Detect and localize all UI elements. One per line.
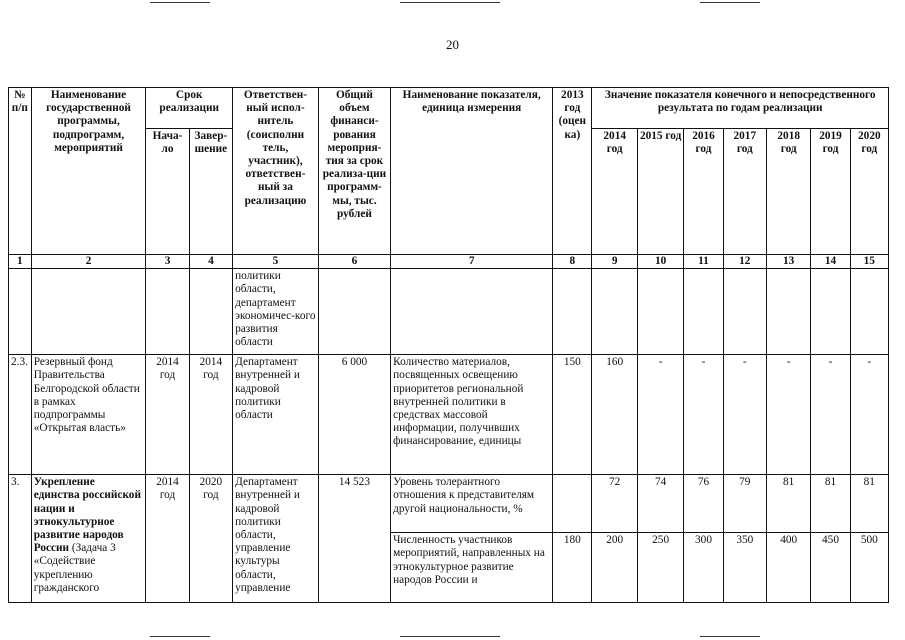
program-table [8,87,889,603]
row-2-3-value-2015: - [637,355,683,475]
header-year-2017: 2017 год [723,129,766,255]
row-3-program-title: Укрепление единства российской нации и этнокультурное развитие народов России [33,476,141,555]
row-2-3-financing: 6 000 [318,355,390,475]
row-2-3-value-2019: - [811,355,850,475]
column-number: 15 [850,255,888,269]
header-2013: 2013 год (оцен ка) [553,88,592,255]
row-3-program-note: (Задача 3 «Содействие укреплению гражданского [33,542,116,594]
header-year-2015: 2015 год [637,129,683,255]
row-3-participants-2017: 350 [723,533,766,603]
header-term: Срок реализации [146,88,233,129]
row-3-participants-2015: 250 [637,533,683,603]
column-number: 6 [318,255,390,269]
cell-empty [31,269,146,355]
header-end: Завер-шение [189,129,232,255]
column-number: 7 [391,255,553,269]
row-3-2013-tolerance [553,475,592,533]
row-2-3-indicator: Количество материалов, посвященных освещению приоритетов региональной внутренней политики в средствах массовой информации, получивших финансирование, единицы [391,355,553,475]
scan-mark [700,2,760,3]
header-responsible: Ответствен-ный испол-нитель (соисполни тель, участник), ответствен-ный за реализацию [233,88,319,255]
row-3-participants-2020: 500 [850,533,888,603]
header-program: Наименование государственной программы, подпрограмм, мероприятий [31,88,146,255]
header-financing: Общий объем финанси-рования мероприя-тия за срок реализа-ции программ-мы, тыс. рублей [318,88,390,255]
row-3-program [31,475,146,603]
column-number: 10 [637,255,683,269]
column-number-row [9,255,889,269]
row-2-3-2013: 150 [553,355,592,475]
row-3-tolerance-2020: 81 [850,475,888,533]
header-year-2014: 2014 год [592,129,637,255]
header-year-2019: 2019 год [811,129,850,255]
table-row-2-3 [9,355,889,475]
row-3-num: 3. [9,475,32,603]
cell-empty [684,269,723,355]
cell-empty [850,269,888,355]
header-row-top [9,88,889,129]
row-3-participants-2014: 200 [592,533,637,603]
header-num: № п/п [9,88,32,255]
row-3-start: 2014 год [146,475,189,603]
cell-empty [9,269,32,355]
row-2-3-value-2014: 160 [592,355,637,475]
column-number: 4 [189,255,232,269]
column-number: 8 [553,255,592,269]
cell-empty [637,269,683,355]
header-start: Нача-ло [146,129,189,255]
header-result-group: Значение показателя конечного и непосредственного результата по годам реализации [592,88,889,129]
header-indicator: Наименование показателя, единица измерения [391,88,553,255]
scan-mark [150,2,210,3]
cell-empty [553,269,592,355]
cell-empty [592,269,637,355]
column-number: 13 [766,255,810,269]
row-2-3-value-2017: - [723,355,766,475]
column-number: 12 [723,255,766,269]
column-number: 5 [233,255,319,269]
column-number: 3 [146,255,189,269]
cell-empty [318,269,390,355]
header-year-2018: 2018 год [766,129,810,255]
cell-empty [723,269,766,355]
scan-mark [700,636,760,637]
cell-empty [189,269,232,355]
cell-empty [766,269,810,355]
row-3-indicator-tolerance: Уровень толерантного отношения к представителям другой национальности, % [391,475,553,533]
row-3-tolerance-2017: 79 [723,475,766,533]
scan-mark [400,2,500,3]
row-3-end: 2020 год [189,475,232,603]
row-3-tolerance-2014: 72 [592,475,637,533]
row-2-3-value-2018: - [766,355,810,475]
column-number: 9 [592,255,637,269]
header-year-2016: 2016 год [684,129,723,255]
header-year-2020: 2020 год [850,129,888,255]
row-2-3-num: 2.3. [9,355,32,475]
row-3-responsible: Департамент внутренней и кадровой политики области, управление культуры области, управление [233,475,319,603]
row-2-3-program: Резервный фонд Правительства Белгородской области в рамках подпрограммы «Открытая власть» [31,355,146,475]
cell-empty [146,269,189,355]
row-3-tolerance-2019: 81 [811,475,850,533]
cell-empty [391,269,553,355]
column-number: 2 [31,255,146,269]
row-3-indicator-participants: Численность участников мероприятий, направленных на этнокультурное развитие народов России и [391,533,553,603]
column-number: 1 [9,255,32,269]
row-3-tolerance-2016: 76 [684,475,723,533]
row-3-participants-2016: 300 [684,533,723,603]
row-2-3-start: 2014 год [146,355,189,475]
row-3-tolerance-2015: 74 [637,475,683,533]
row-2-3-value-2016: - [684,355,723,475]
row-3-participants-2018: 400 [766,533,810,603]
table-row-continued [9,269,889,355]
scan-mark [150,636,210,637]
row-2-3-end: 2014 год [189,355,232,475]
row-3-financing: 14 523 [318,475,390,603]
column-number: 14 [811,255,850,269]
column-number: 11 [684,255,723,269]
row-3-participants-2019: 450 [811,533,850,603]
row-3-tolerance-2018: 81 [766,475,810,533]
cell-empty [811,269,850,355]
scan-mark [400,636,500,637]
row-3-2013-participants: 180 [553,533,592,603]
table-row-3a [9,475,889,533]
row-2-3-responsible: Департамент внутренней и кадровой политики области [233,355,319,475]
program-table-wrapper [8,87,889,603]
page-number: 20 [446,37,459,52]
row-continued-responsible: политики области, департамент экономичес-кого развития области [233,269,319,355]
row-2-3-value-2020: - [850,355,888,475]
